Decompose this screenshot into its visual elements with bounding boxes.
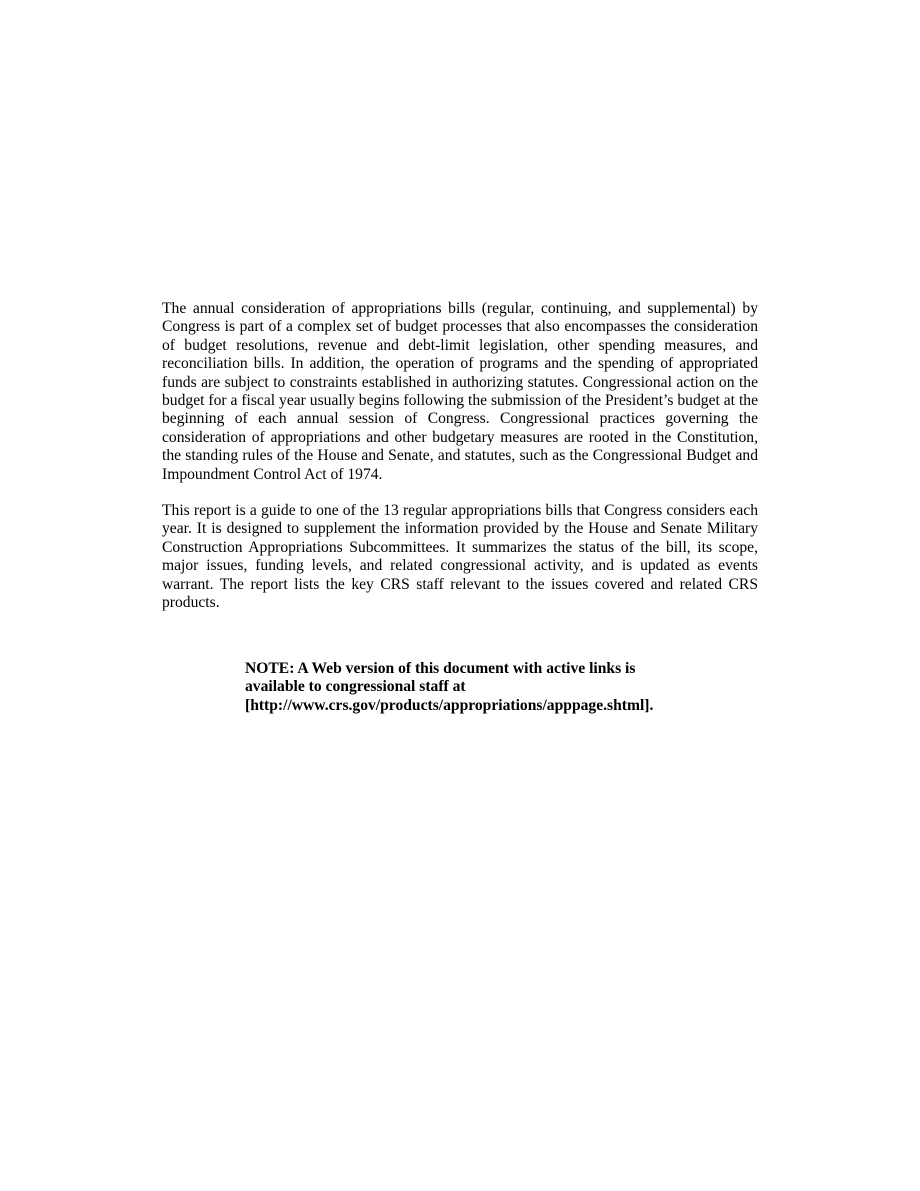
note-line-1: NOTE: A Web version of this document with active links is (245, 660, 636, 677)
report-description-paragraph: This report is a guide to one of the 13 regular appropriations bills that Congress considers each year. It is designed to supplement the information provided by the House and Senate Military Construction Appropriations Subcommittees. It summarizes the status of the bill, its scope, major issues, funding levels, and related congressional activity, and is updated as events warrant. The report lists the key CRS staff relevant to the issues covered and related CRS products. (162, 502, 758, 612)
note-url: [http://www.crs.gov/products/appropriations/apppage.shtml]. (245, 696, 654, 714)
web-version-note (245, 660, 715, 715)
intro-paragraph: The annual consideration of appropriations bills (regular, continuing, and supplemental) by Congress is part of a complex set of budget processes that also encompasses the consideration of budget resolutions, revenue and debt-limit legislation, other spending measures, and reconciliation bills. In addition, the operation of programs and the spending of appropriated funds are subject to constraints established in authorizing statutes. Congressional action on the budget for a fiscal year usually begins following the submission of the President’s budget at the beginning of each annual session of Congress. Congressional practices governing the consideration of appropriations and other budgetary measures are rooted in the Constitution, the standing rules of the House and Senate, and statutes, such as the Congressional Budget and Impoundment Control Act of 1974. (162, 300, 758, 483)
note-line-2: available to congressional staff at (245, 678, 466, 696)
